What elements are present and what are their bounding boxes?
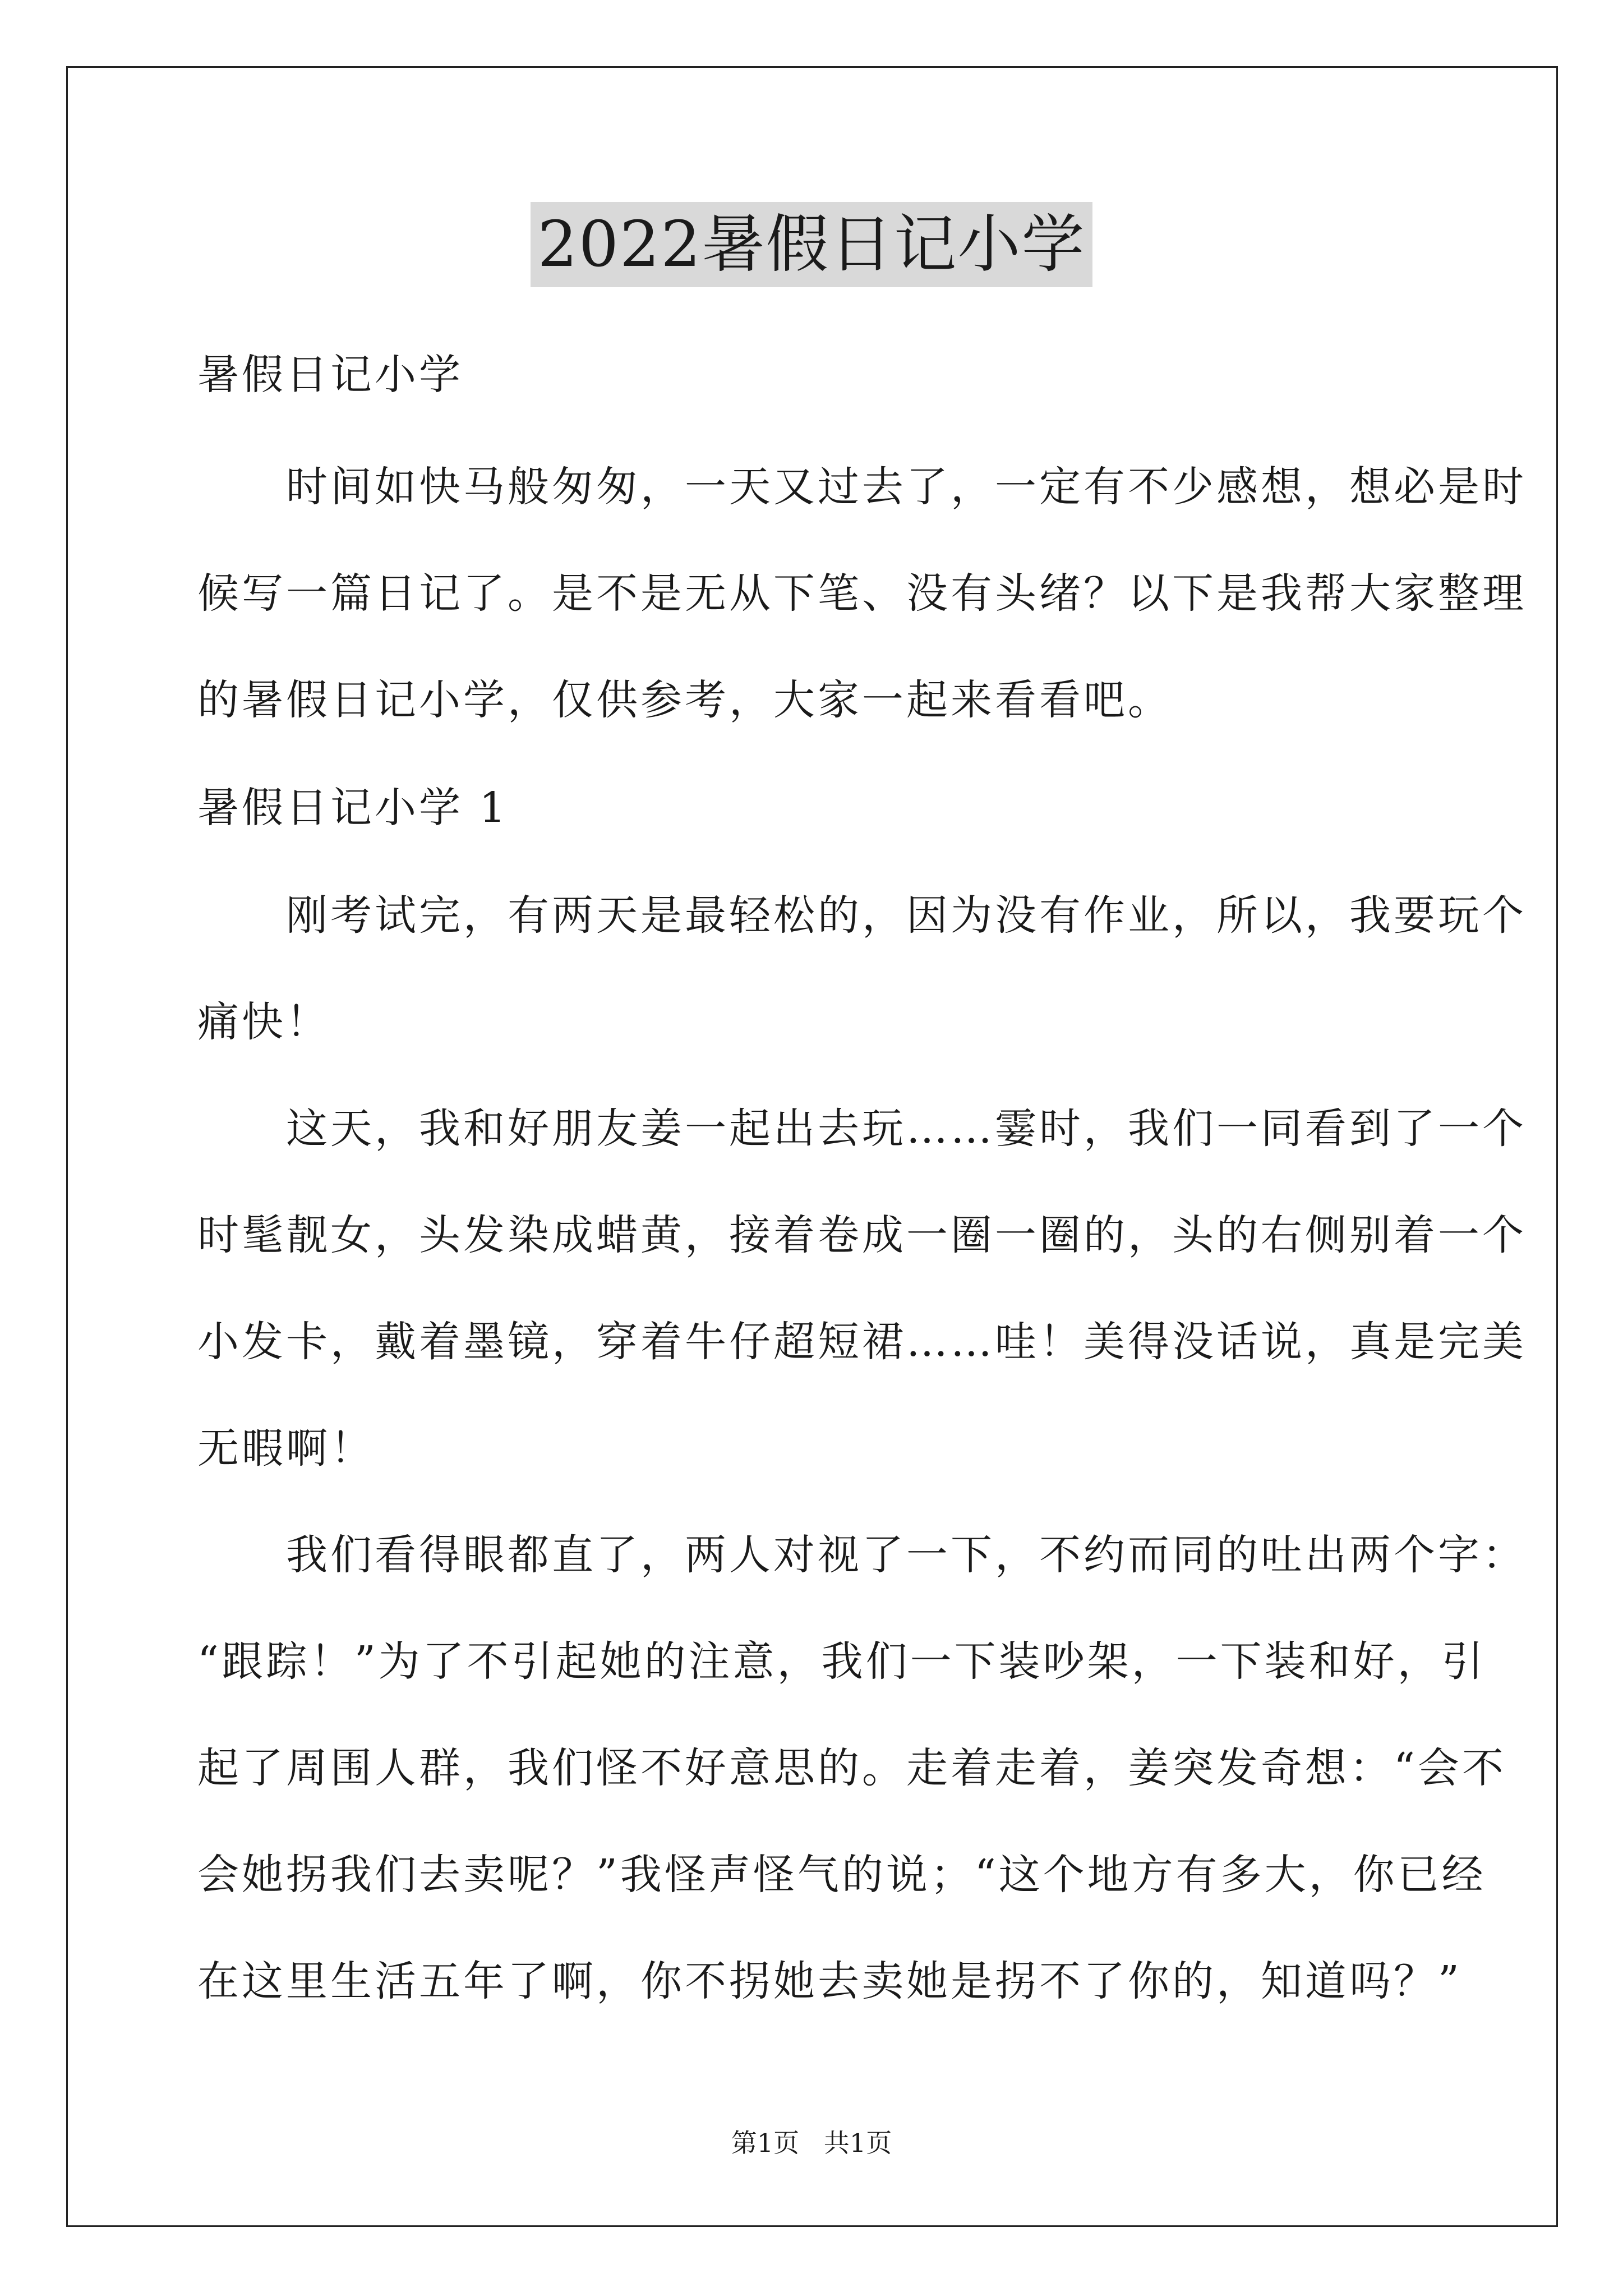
document-title: 2022暑假日记小学 [531, 202, 1092, 287]
paragraph-line: 刚考试完，有两天是最轻松的，因为没有作业，所以，我要玩个 [197, 891, 1527, 940]
page-footer: 第1页 共1页 [731, 2128, 892, 2158]
paragraph-line: 候写一篇日记了。是不是无从下笔、没有头绪？以下是我帮大家整理 [197, 569, 1527, 618]
paragraph-line: 起了周围人群，我们怪不好意思的。走着走着，姜突发奇想：“会不 [197, 1744, 1506, 1792]
title-container [0, 202, 1623, 287]
paragraph-line: “跟踪！”为了不引起她的注意，我们一下装吵架，一下装和好，引 [197, 1637, 1486, 1686]
paragraph-line: 时髦靓女，头发染成蜡黄，接着卷成一圈一圈的，头的右侧别着一个 [197, 1211, 1527, 1259]
paragraph-line: 在这里生活五年了啊，你不拐她去卖她是拐不了你的，知道吗？” [197, 1957, 1462, 2005]
paragraph-line: 小发卡，戴着墨镜，穿着牛仔超短裙……哇！美得没话说，真是完美 [197, 1318, 1527, 1366]
section-heading: 暑假日记小学 1 [197, 784, 509, 832]
paragraph-line: 无暇啊！ [197, 1424, 375, 1473]
paragraph-line: 这天，我和好朋友姜一起出去玩……霎时，我们一同看到了一个 [197, 1105, 1527, 1153]
paragraph-line: 的暑假日记小学，仅供参考，大家一起来看看吧。 [197, 676, 1172, 724]
paragraph-line: 时间如快马般匆匆，一天又过去了，一定有不少感想，想必是时 [197, 463, 1527, 511]
paragraph-line: 会她拐我们去卖呢？”我怪声怪气的说；“这个地方有多大，你已经 [197, 1851, 1486, 1899]
paragraph-line: 我们看得眼都直了，两人对视了一下，不约而同的吐出两个字： [197, 1531, 1527, 1579]
heading-line: 暑假日记小学 [197, 351, 463, 399]
paragraph-line: 痛快！ [197, 998, 330, 1046]
